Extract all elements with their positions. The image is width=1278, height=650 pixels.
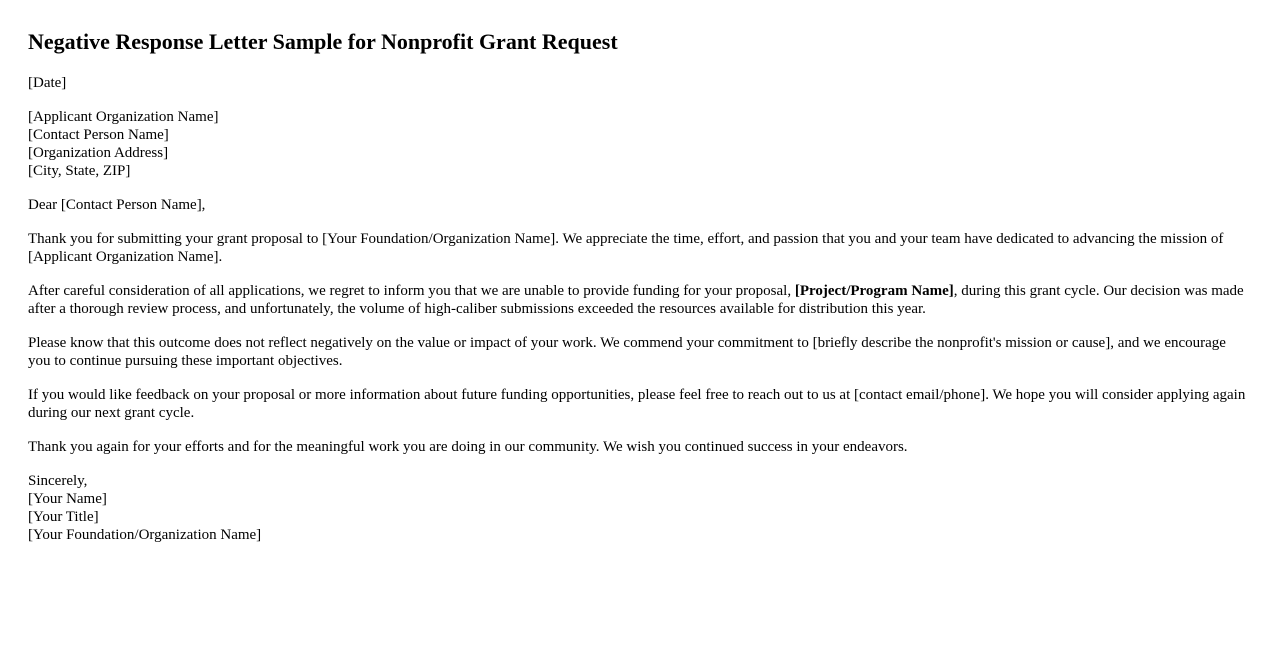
letter-date: [Date] [28, 75, 67, 91]
paragraph-encouragement: Please know that this outcome does not reflect negatively on the value or impact of your work. We commend your commitment to [briefly describe the nonprofit's mission or cause], and we encourage you to continue pursuing these important objectives. [28, 335, 1226, 369]
recipient-contact: [Contact Person Name] [28, 127, 169, 143]
recipient-city-state-zip: [City, State, ZIP] [28, 163, 131, 179]
sender-name: [Your Name] [28, 491, 107, 507]
recipient-organization: [Applicant Organization Name] [28, 109, 219, 125]
sender-organization: [Your Foundation/Organization Name] [28, 527, 262, 543]
paragraph-decision [28, 282, 1250, 318]
project-name: [Project/Program Name] [794, 283, 954, 299]
sender-title: [Your Title] [28, 509, 99, 525]
paragraph-decision-before: After careful consideration of all applications, we regret to inform you that we are unable to provide funding for your proposal, [28, 283, 795, 299]
paragraph-thank-you: Thank you for submitting your grant proposal to [Your Foundation/Organization Name]. We appreciate the time, effort, and passion that you and your team have dedicated to advancing the mission of [Applicant Organization Name]. [28, 231, 1224, 265]
paragraph-decision-after: , during this grant cycle. Our decision was made after a thorough review process, and unfortunately, the volume of high-caliber submissions exceeded the resources available for distribution this year. [28, 283, 1244, 317]
paragraph-closing-thanks: Thank you again for your efforts and for the meaningful work you are doing in our community. We wish you continued success in your endeavors. [28, 439, 908, 455]
paragraph-feedback: If you would like feedback on your proposal or more information about future funding opportunities, please feel free to reach out to us at [contact email/phone]. We hope you will consider applying again during our next grant cycle. [28, 387, 1246, 421]
signoff: Sincerely, [28, 473, 88, 489]
recipient-block [28, 108, 1250, 180]
salutation: Dear [Contact Person Name], [28, 197, 206, 213]
signature-block [28, 472, 1250, 544]
recipient-address: [Organization Address] [28, 145, 169, 161]
page-title: Negative Response Letter Sample for Nonprofit Grant Request [28, 29, 618, 54]
